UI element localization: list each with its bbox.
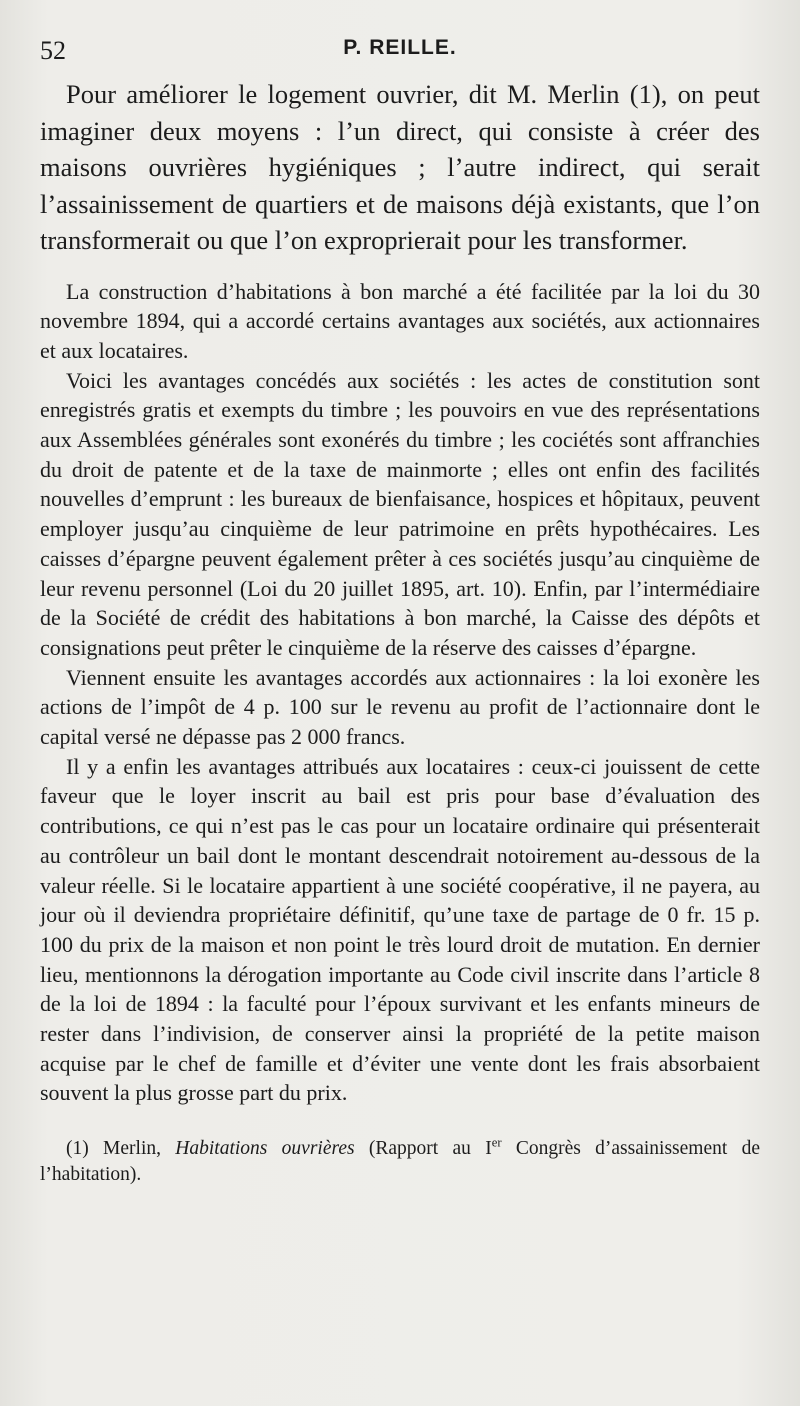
footnote-middle: (Rapport au I bbox=[354, 1138, 492, 1160]
page-number: 52 bbox=[40, 36, 66, 65]
paragraph-actionnaires: Viennent ensuite les avantages accordés aux actionnaires : la loi exonère les actions de l’impôt de 4 p. 100 sur le revenu au profit de l’actionnaire dont le capital versé ne dépasse pas 2 000 francs. bbox=[40, 664, 760, 750]
paragraph-locataires: Il y a enfin les avantages attribués aux locataires : ceux-ci jouissent de cette faveur que le loyer inscrit au bail est pris pour base d’évaluation des contributions, ce qui n’est pas le cas pour un locataire ordinaire qui présenterait au contrôleur un bail dont le montant descendrait notoirement au-dessous de la valeur réelle. Si le locataire appartient à une société coopérative, il ne payera, au jour où il deviendra propriétaire définitif, qu’une taxe de partage de 0 fr. 15 p. 100 du prix de la maison et non point le très lourd droit de mutation. En dernier lieu, mentionnons la dérogation importante au Code civil inscrite dans l’article 8 de la loi de 1894 : la faculté pour l’époux survivant et les enfants mineurs de rester dans l’indivision, de conserver ainsi la propriété de la petite maison acquise par le chef de famille et d’éviter une vente dont les frais absorbaient souvent la plus grosse part du prix. bbox=[40, 753, 760, 1106]
footnote bbox=[40, 1136, 760, 1188]
paragraph-societes: Voici les avantages concédés aux sociétés : les actes de constitution sont enregistrés gratis et exempts du timbre ; les pouvoirs en vue des représentations aux Assemblées générales sont exonérés du timbre ; les cociétés sont affranchies du droit de patente et de la taxe de mainmorte ; elles ont enfin des facilités nouvelles d’emprunt : les bureaux de bienfaisance, hospices et hôpitaux, peuvent employer jusqu’au cinquième de leur patrimoine en prêts hypothécaires. Les caisses d’épargne peuvent également prêter à ces sociétés jusqu’au cinquième de leur revenu personnel (Loi du 20 juillet 1895, art. 10). Enfin, par l’intermédiaire de la Société de crédit des habitations à bon marché, la Caisse des dépôts et consignations peut prêter le cinquième de la réserve des caisses d’épargne. bbox=[40, 367, 760, 660]
running-title: P. REILLE. bbox=[343, 36, 457, 59]
paragraph-intro: Pour améliorer le logement ouvrier, dit M. Merlin (1), on peut imaginer deux moyens : l’un direct, qui consiste à créer des maisons ouvrières hygiéniques ; l’autre indirect, qui serait l’assainissement de quartiers et de maisons déjà existants, que l’on transformerait ou que l’on exproprierait pour les transformer. bbox=[40, 79, 760, 255]
footnote-superscript: er bbox=[491, 1135, 502, 1150]
footnote-title: Habitations ouvrières bbox=[175, 1138, 355, 1160]
footnote-suffix: Congrès d’assainissement de l’habitation). bbox=[40, 1138, 760, 1186]
running-head bbox=[40, 30, 760, 66]
body-text bbox=[40, 277, 760, 1109]
footnote-prefix: (1) Merlin, bbox=[66, 1138, 176, 1160]
paragraph-construction: La construction d’habitations à bon marché a été facilitée par la loi du 30 novembre 1894, qui a accordé certains avantages aux sociétés, aux actionnaires et aux locataires. bbox=[40, 278, 760, 363]
